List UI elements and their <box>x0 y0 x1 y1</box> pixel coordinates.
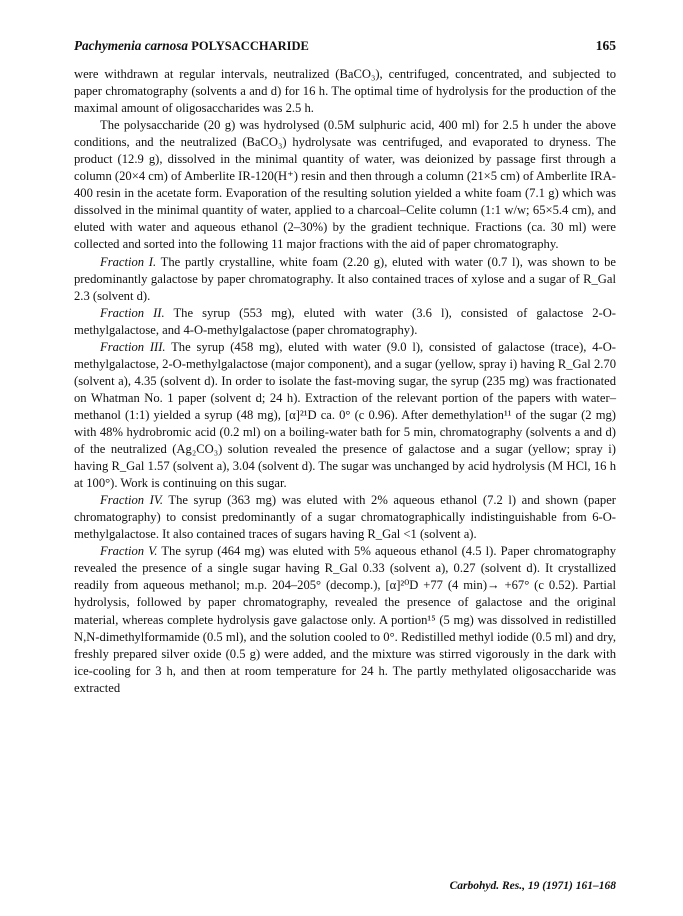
fraction-label: Fraction III. <box>100 339 166 354</box>
fraction-label: Fraction IV. <box>100 493 164 508</box>
fraction-label: Fraction I. <box>100 254 157 269</box>
running-title-rest: POLYSACCHARIDE <box>191 39 309 53</box>
running-title <box>74 38 309 54</box>
paragraph-text: The syrup (363 mg) was eluted with 2% aqueous ethanol (7.2 l) and shown (paper chromatography) to consist predominantly of a sugar chromatographically indistinguishable from 6-O-methylgalactose. It also contained traces of sugars having R_Gal <1 (solvent a). <box>74 493 616 542</box>
paragraph-text: The syrup (553 mg), eluted with water (3.6 l), consisted of galactose 2-O-methylgalactose, and 4-O-methylgalactose (paper chromatography). <box>74 305 616 337</box>
body-text <box>74 66 616 697</box>
running-header <box>74 38 616 54</box>
paragraph <box>74 66 616 117</box>
fraction-label: Fraction II. <box>100 305 165 320</box>
paragraph-text: The syrup (464 mg) was eluted with 5% aqueous ethanol (4.5 l). Paper chromatography revealed the presence of a single sugar having R_Gal 0.33 (solvent a), 0.27 (solvent d). It crystallized readily from aqueous methanol; m.p. 204–205° (decomp.), [α]²⁰D +77 (4 min)→ +67° (c 0.52). Partial hydrolysis, followed by paper chromatography, revealed the presence of galactose and the original material, whereas complete hydrolysis gave galactose only. A portion¹⁵ (5 mg) was dissolved in redistilled N,N-dimethylformamide (0.5 ml), and the solution cooled to 0°. Redistilled methyl iodide (0.5 ml) and dry, freshly prepared silver oxide (0.5 g) were added, and the mixture was stirred vigorously in the dark with ice-cooling for 3 h, and then at room temperature for 24 h. The partly methylated oligosaccharide was extracted <box>74 544 617 695</box>
paragraph-text: The syrup (458 mg), eluted with water (9.0 l), consisted of galactose (trace), 4-O-methylgalactose, 2-O-methylgalactose (major component), and a sugar (yellow, spray i) having R_Gal 2.70 (solvent a), 4.35 (solvent d). In order to isolate the fast-moving sugar, the syrup (235 mg) was fractionated on Whatman No. 1 paper (solvent d; 24 h). Extraction of the relevant portion of the papers with water–methanol (1:1) yielded a syrup (48 mg), [α]²¹D ca. 0° (c 0.96). After demethylation¹¹ of the sugar (2 mg) with 48% hydrobromic acid (0.2 ml) on a boiling-water bath for 5 min, chromatography (solvents a and d) of the neutralized (Ag₂CO₃) solution revealed the presence of galactose and a sugar (yellow; spray i) having R_Gal 1.57 (solvent a), 3.04 (solvent d). The sugar was unchanged by acid hydrolysis (M HCl, 16 h at 100°). Work is continuing on this sugar. <box>74 339 616 491</box>
paragraph <box>74 117 616 253</box>
paragraph <box>74 305 616 339</box>
running-title-species: Pachymenia carnosa <box>74 38 188 53</box>
paragraph-text: The polysaccharide (20 g) was hydrolysed (0.5M sulphuric acid, 400 ml) for 2.5 h under the above conditions, and the neutralized (BaCO₃) hydrolysate was centrifuged, and evaporated to dryness. The product (12.9 g), dissolved in the minimal quantity of water, was deionized by passage first through a column (20×4 cm) of Amberlite IR-120(H⁺) resin and then through a column (21×5 cm) of Amberlite IRA-400 resin in the acetate form. Evaporation of the resulting solution yielded a white foam (7.1 g) which was dissolved in the minimal quantity of water, applied to a charcoal–Celite column (1:1 w/w; 65×5.4 cm), and eluted with water and aqueous ethanol (2–30%) by the gradient technique. Fractions (ca. 30 ml) were collected and sorted into the following 11 major fractions with the aid of paper chromatography. <box>74 118 616 252</box>
fraction-label: Fraction V. <box>100 544 158 559</box>
paragraph-text: were withdrawn at regular intervals, neutralized (BaCO₃), centrifuged, concentrated, and subjected to paper chromatography (solvents a and d) for 16 h. The optimal time of hydrolysis for the production of the maximal amount of oligosaccharides was 2.5 h. <box>74 67 616 116</box>
paragraph <box>74 339 616 492</box>
paragraph-text: The partly crystalline, white foam (2.20 g), eluted with water (0.7 l), was shown to be predominantly galactose by paper chromatography. It also contained traces of xylose and a sugar of R_Gal 2.3 (solvent d). <box>74 254 616 303</box>
paragraph <box>74 254 616 305</box>
paragraph <box>74 543 616 696</box>
paragraph <box>74 492 616 543</box>
journal-citation: Carbohyd. Res., 19 (1971) 161–168 <box>449 880 616 892</box>
page-number: 165 <box>595 38 616 53</box>
